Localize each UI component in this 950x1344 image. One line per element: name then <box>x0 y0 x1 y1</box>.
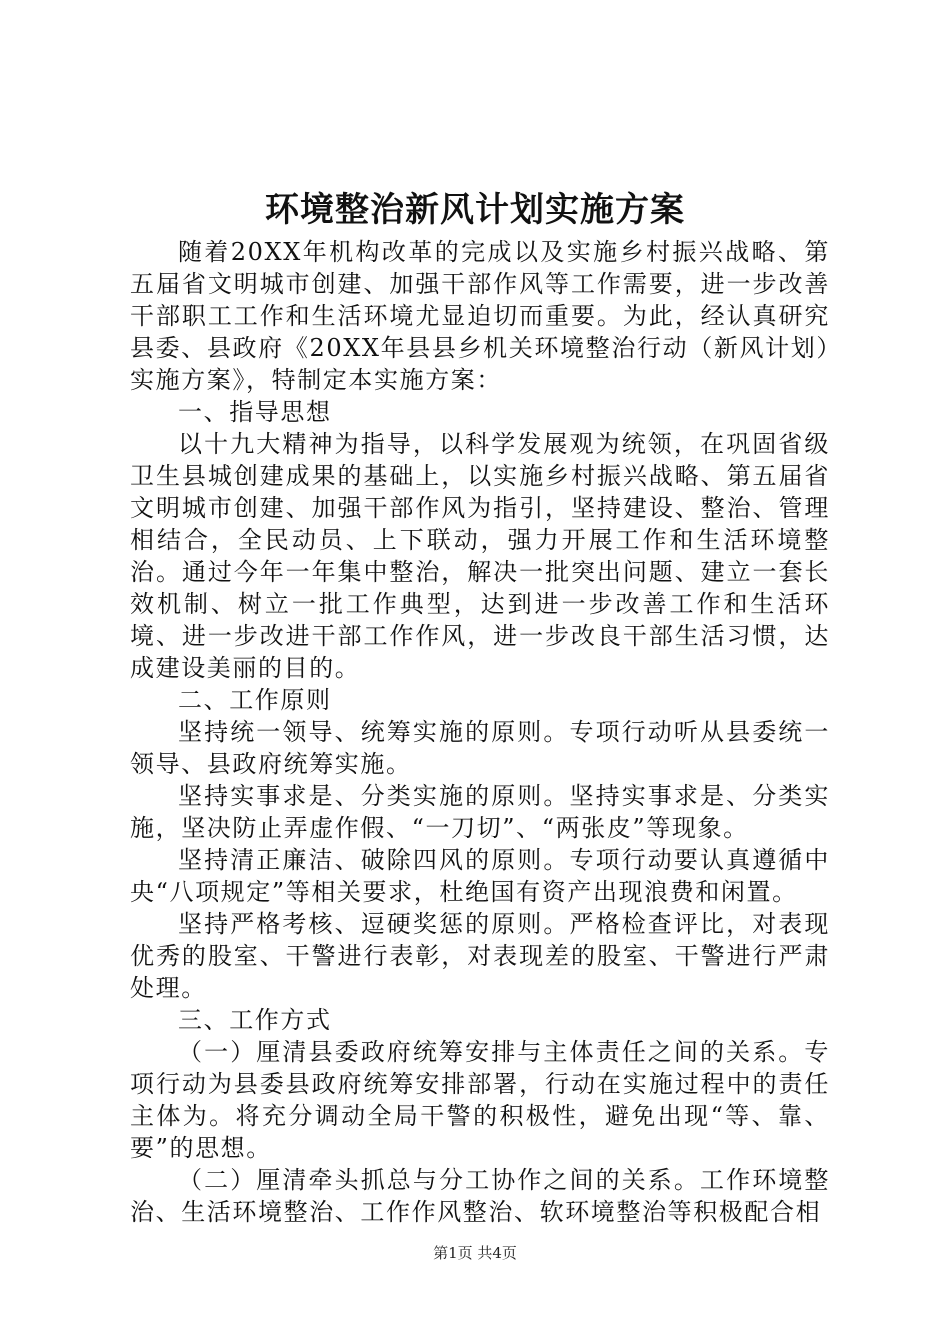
section-heading-work-principles: 二、工作原则 <box>178 686 332 714</box>
document-body <box>130 236 830 1228</box>
method-paragraph-2: （二）厘清牵头抓总与分工协作之间的关系。工作环境整治、生活环境整治、工作作风整治、软环境整治等积极配合相 <box>130 1166 830 1226</box>
document-title: 环境整治新风计划实施方案 <box>265 190 685 230</box>
intro-paragraph: 随着20XX年机构改革的完成以及实施乡村振兴战略、第五届省文明城市创建、加强干部作风等工作需要，进一步改善干部职工工作和生活环境尤显迫切而重要。为此，经认真研究县委、县政府《20XX年县县乡机关环境整治行动（新风计划）实施方案》，特制定本实施方案： <box>130 238 830 394</box>
section-heading-guiding-ideology: 一、指导思想 <box>178 398 332 426</box>
principle-paragraph-integrity: 坚持清正廉洁、破除四风的原则。专项行动要认真遵循中央“八项规定”等相关要求，杜绝国有资产出现浪费和闲置。 <box>130 846 830 906</box>
section-heading-work-methods: 三、工作方式 <box>178 1006 332 1034</box>
principle-paragraph-unified-leadership: 坚持统一领导、统筹实施的原则。专项行动听从县委统一领导、县政府统筹实施。 <box>130 718 830 778</box>
principle-paragraph-seek-truth: 坚持实事求是、分类实施的原则。坚持实事求是、分类实施，坚决防止弄虚作假、“一刀切”、“两张皮”等现象。 <box>130 782 830 842</box>
method-paragraph-1: （一）厘清县委政府统筹安排与主体责任之间的关系。专项行动为县委县政府统筹安排部署，行动在实施过程中的责任主体为。将充分调动全局干警的积极性，避免出现“等、靠、要”的思想。 <box>130 1038 830 1162</box>
principle-paragraph-strict-assessment: 坚持严格考核、逗硬奖惩的原则。严格检查评比，对表现优秀的股室、干警进行表彰，对表现差的股室、干警进行严肃处理。 <box>130 910 830 1002</box>
page-number-footer: 第1页 共4页 <box>433 1244 517 1262</box>
guiding-ideology-paragraph: 以十九大精神为指导，以科学发展观为统领，在巩固省级卫生县城创建成果的基础上，以实施乡村振兴战略、第五届省文明城市创建、加强干部作风为指引，坚持建设、整治、管理相结合，全民动员、上下联动，强力开展工作和生活环境整治。通过今年一年集中整治，解决一批突出问题、建立一套长效机制、树立一批工作典型，达到进一步改善工作和生活环境、进一步改进干部工作作风，进一步改良干部生活习惯，达成建设美丽的目的。 <box>130 430 830 682</box>
